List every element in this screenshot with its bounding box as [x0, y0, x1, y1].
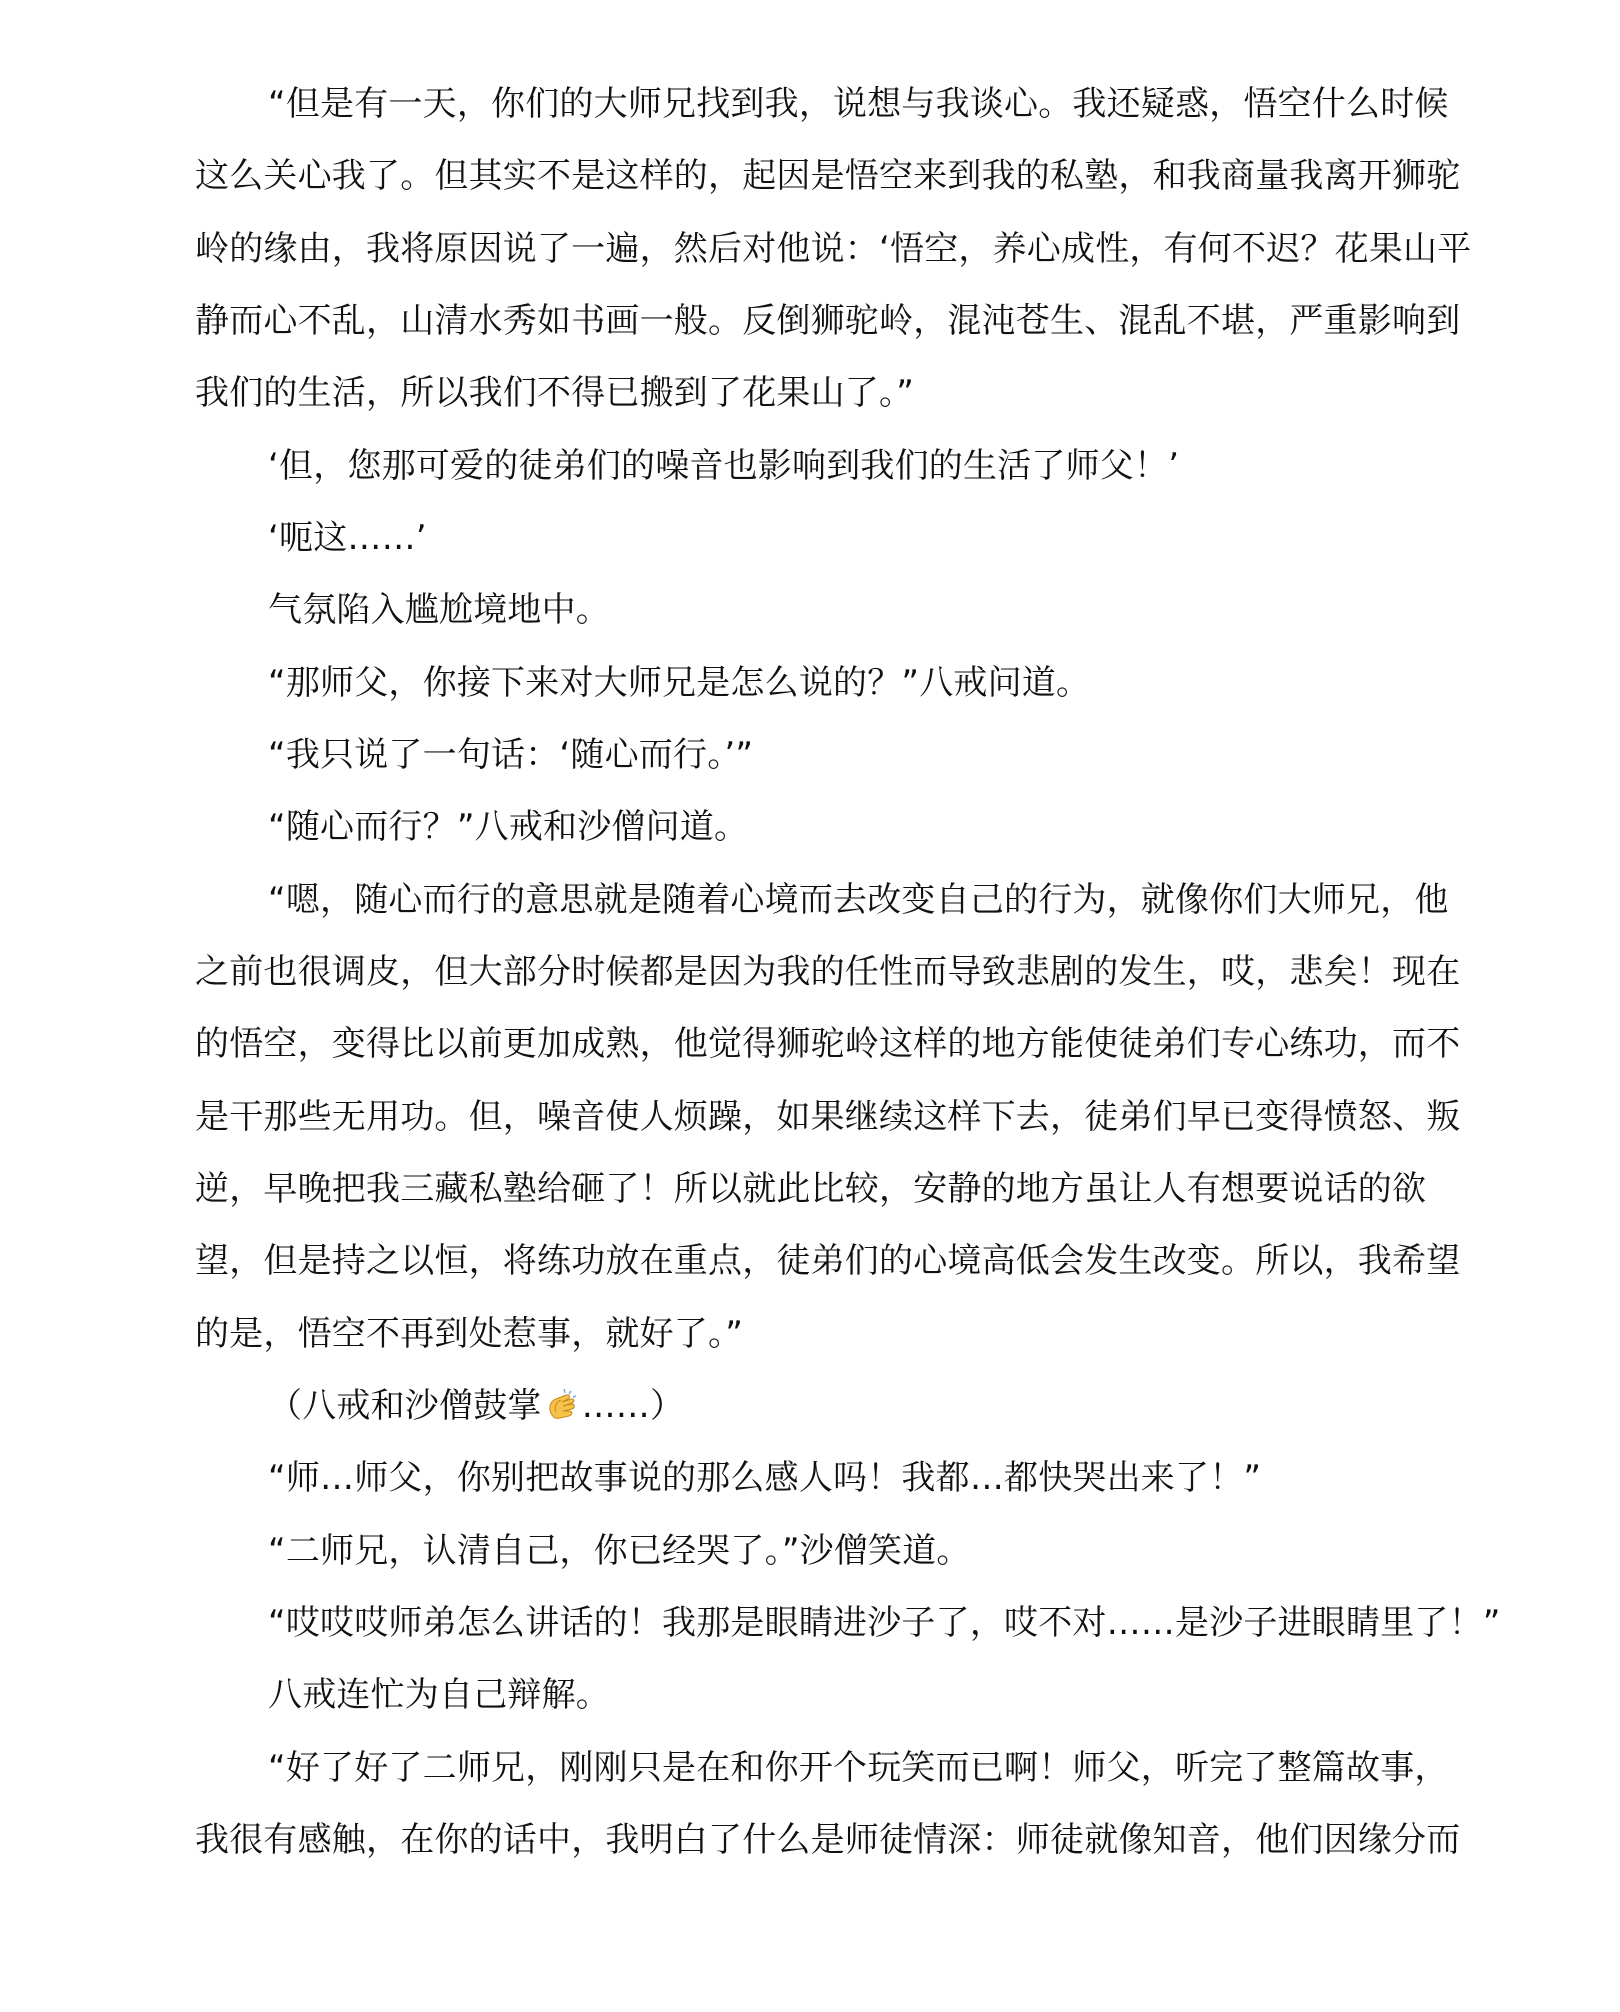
text-line: 之前也很调皮，但大部分时候都是因为我的任性而导致悲剧的发生，哎，悲矣！现在 [195, 952, 1461, 992]
text-line: “二师兄，认清自己，你已经哭了。”沙僧笑道。 [268, 1531, 971, 1571]
text-line: 是干那些无用功。但，噪音使人烦躁，如果继续这样下去，徒弟们早已变得愤怒、叛 [195, 1097, 1461, 1137]
text-line: ‘但，您那可爱的徒弟们的噪音也影响到我们的生活了师父！’ [268, 446, 1180, 486]
text-line: 这么关心我了。但其实不是这样的，起因是悟空来到我的私塾，和我商量我离开狮驼 [195, 156, 1461, 196]
text-line: “哎哎哎师弟怎么讲话的！我那是眼睛进沙子了，哎不对……是沙子进眼睛里了！” [268, 1603, 1501, 1643]
text-line: 气氛陷入尴尬境地中。 [268, 590, 610, 630]
text-line: 八戒连忙为自己辩解。 [268, 1675, 610, 1715]
text-line: “好了好了二师兄，刚刚只是在和你开个玩笑而已啊！师父，听完了整篇故事， [268, 1748, 1449, 1788]
clapping-hands-icon [544, 1387, 580, 1423]
text-line: “那师父，你接下来对大师兄是怎么说的？”八戒问道。 [268, 663, 1091, 703]
applause-text-end: ……） [581, 1386, 685, 1426]
text-line: “随心而行？”八戒和沙僧问道。 [268, 807, 749, 847]
applause-line [268, 1384, 684, 1428]
text-line: 静而心不乱，山清水秀如书画一般。反倒狮驼岭，混沌苍生、混乱不堪，严重影响到 [195, 301, 1461, 341]
text-line: “嗯，随心而行的意思就是随着心境而去改变自己的行为，就像你们大师兄，他 [268, 880, 1449, 920]
text-line: “但是有一天，你们的大师兄找到我，说想与我谈心。我还疑惑，悟空什么时候 [268, 84, 1449, 124]
text-line: 岭的缘由，我将原因说了一遍，然后对他说：‘悟空，养心成性，有何不迟？花果山平 [195, 229, 1472, 269]
text-line: 的是，悟空不再到处惹事，就好了。” [195, 1314, 744, 1354]
text-line: ‘呃这……’ [268, 518, 427, 558]
text-line: 逆，早晚把我三藏私塾给砸了！所以就此比较，安静的地方虽让人有想要说话的欲 [195, 1169, 1427, 1209]
text-line: 望，但是持之以恒，将练功放在重点，徒弟们的心境高低会发生改变。所以，我希望 [195, 1241, 1461, 1281]
text-line: 我很有感触，在你的话中，我明白了什么是师徒情深：师徒就像知音，他们因缘分而 [195, 1820, 1461, 1860]
text-line: 我们的生活，所以我们不得已搬到了花果山了。” [195, 373, 915, 413]
text-line: “我只说了一句话：‘随心而行。’” [268, 735, 754, 775]
text-line: 的悟空，变得比以前更加成熟，他觉得狮驼岭这样的地方能使徒弟们专心练功，而不 [195, 1024, 1461, 1064]
applause-text: （八戒和沙僧鼓掌 [268, 1386, 542, 1426]
text-line: “师…师父，你别把故事说的那么感人吗！我都…都快哭出来了！” [268, 1458, 1262, 1498]
